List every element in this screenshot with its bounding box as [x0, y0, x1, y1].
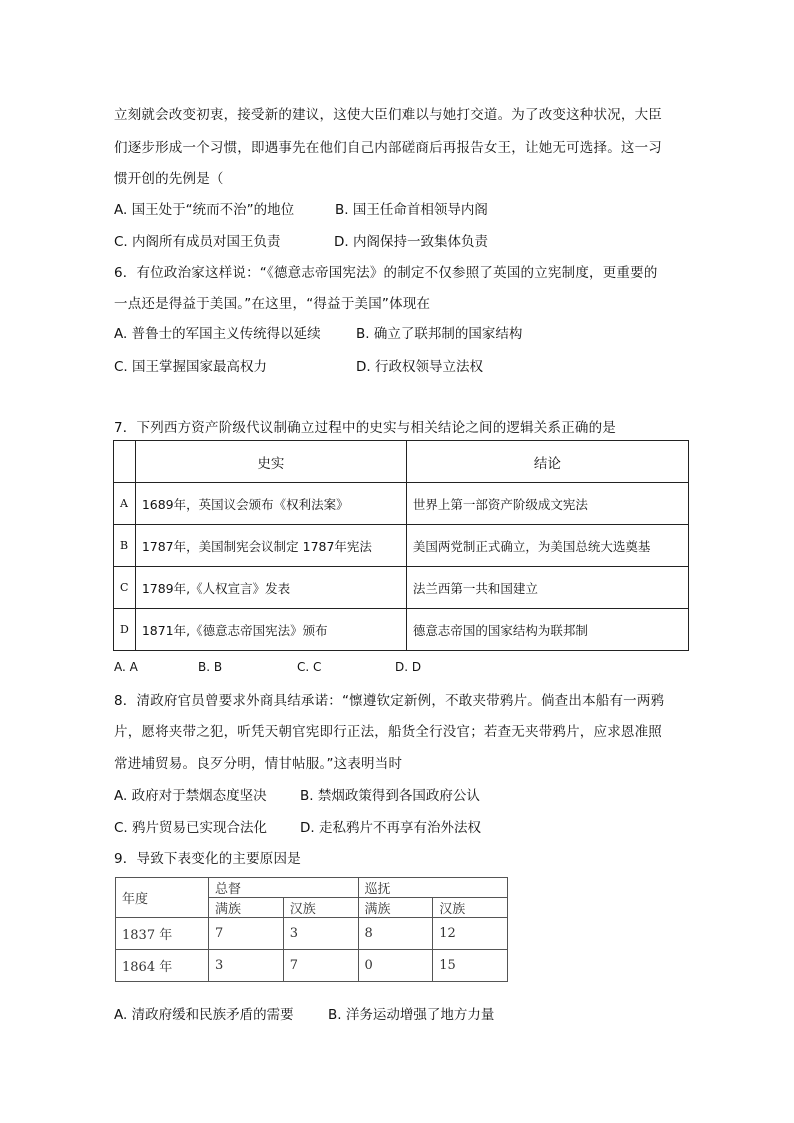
q8-option-b: B. 禁烟政策得到各国政府公认	[300, 788, 480, 804]
value-cell: 3	[283, 918, 358, 950]
row-label: D	[114, 609, 136, 651]
row-label: C	[114, 567, 136, 609]
row-conclusion: 世界上第一部资产阶级成文宪法	[406, 483, 688, 525]
table-row	[116, 950, 508, 982]
table-row	[114, 525, 689, 567]
q9-stem: 9．导致下表变化的主要原因是	[114, 851, 301, 867]
q8-option-a: A. 政府对于禁烟态度坚决	[114, 788, 267, 804]
q7-option-d: D. D	[395, 660, 422, 674]
value-cell: 0	[358, 950, 433, 982]
header-conclusion: 结论	[406, 441, 688, 483]
table-row	[114, 609, 689, 651]
q6-option-d: D. 行政权领导立法权	[356, 359, 483, 375]
value-cell: 3	[209, 950, 284, 982]
year-header: 年度	[116, 878, 209, 918]
q5-option-d: D. 内阁保持一致集体负责	[334, 234, 488, 250]
table-row	[114, 567, 689, 609]
q6-option-b: B. 确立了联邦制的国家结构	[356, 326, 523, 342]
q5-option-c: C. 内阁所有成员对国王负责	[114, 234, 281, 250]
q7-stem: 7．下列西方资产阶级代议制确立过程中的史实与相关结论之间的逻辑关系正确的是	[114, 420, 616, 436]
row-fact: 1689年，英国议会颁布《权利法案》	[135, 483, 406, 525]
q6-stem-line-1: 6．有位政治家这样说：“《德意志帝国宪法》的制定不仅参照了英国的立宪制度，更重要的	[114, 265, 658, 281]
q7-option-c: C. C	[297, 660, 322, 674]
q9-table	[115, 877, 508, 982]
value-cell: 8	[358, 918, 433, 950]
q6-option-c: C. 国王掌握国家最高权力	[114, 359, 268, 375]
q6-stem-line-2: 一点还是得益于美国。”在这里，“得益于美国”体现在	[114, 296, 431, 312]
q8-stem-line-3: 常进埔贸易。良歹分明，情甘帖服。”这表明当时	[114, 756, 403, 772]
q5-text-line-3: 惯开创的先例是（	[114, 171, 224, 187]
value-cell: 7	[283, 950, 358, 982]
sub-header: 汉族	[283, 898, 358, 918]
q8-option-d: D. 走私鸦片不再享有治外法权	[300, 820, 481, 836]
q9-option-b: B. 洋务运动增强了地方力量	[328, 1007, 495, 1023]
q5-text-line-1: 立刻就会改变初衷，接受新的建议，这使大臣们难以与她打交道。为了改变这种状况，大臣	[114, 107, 662, 123]
value-cell: 7	[209, 918, 284, 950]
header-blank-cell	[114, 441, 136, 483]
q7-option-b: B. B	[198, 660, 223, 674]
table-row	[116, 918, 508, 950]
q7-table	[113, 440, 689, 651]
sub-header: 满族	[358, 898, 433, 918]
q7-option-a: A. A	[114, 660, 138, 674]
q8-stem-line-2: 片，愿将夹带之犯，听凭天朝官宪即行正法，船货全行没官；若查无夹带鸦片，应求恩准照	[114, 724, 662, 740]
row-label: B	[114, 525, 136, 567]
sub-header: 满族	[209, 898, 284, 918]
row-fact: 1789年,《人权宣言》发表	[135, 567, 406, 609]
q5-option-a: A. 国王处于“统而不治”的地位	[114, 202, 295, 218]
table-header-row	[114, 441, 689, 483]
row-conclusion: 美国两党制正式确立，为美国总统大选奠基	[406, 525, 688, 567]
value-cell: 15	[433, 950, 508, 982]
q5-option-b: B. 国王任命首相领导内阁	[335, 202, 488, 218]
header-fact: 史实	[135, 441, 406, 483]
year-cell: 1864 年	[116, 950, 209, 982]
q9-option-a: A. 清政府缓和民族矛盾的需要	[114, 1007, 294, 1023]
row-fact: 1787年，美国制宪会议制定 1787年宪法	[135, 525, 406, 567]
q8-option-c: C. 鸦片贸易已实现合法化	[114, 820, 268, 836]
grand-coordinator-header: 巡抚	[358, 878, 508, 898]
q5-text-line-2: 们逐步形成一个习惯，即遇事先在他们自己内部磋商后再报告女王，让她无可选择。这一习	[114, 140, 662, 156]
row-conclusion: 德意志帝国的国家结构为联邦制	[406, 609, 688, 651]
q8-stem-line-1: 8．清政府官员曾要求外商具结承诺：“懔遵钦定新例，不敢夹带鸦片。倘查出本船有一两鸦	[114, 693, 665, 709]
row-fact: 1871年,《德意志帝国宪法》颁布	[135, 609, 406, 651]
table-header-row	[116, 878, 508, 898]
row-conclusion: 法兰西第一共和国建立	[406, 567, 688, 609]
sub-header: 汉族	[433, 898, 508, 918]
governor-header: 总督	[209, 878, 359, 898]
year-cell: 1837 年	[116, 918, 209, 950]
row-label: A	[114, 483, 136, 525]
table-row	[114, 483, 689, 525]
q6-option-a: A. 普鲁士的军国主义传统得以延续	[114, 326, 321, 342]
value-cell: 12	[433, 918, 508, 950]
